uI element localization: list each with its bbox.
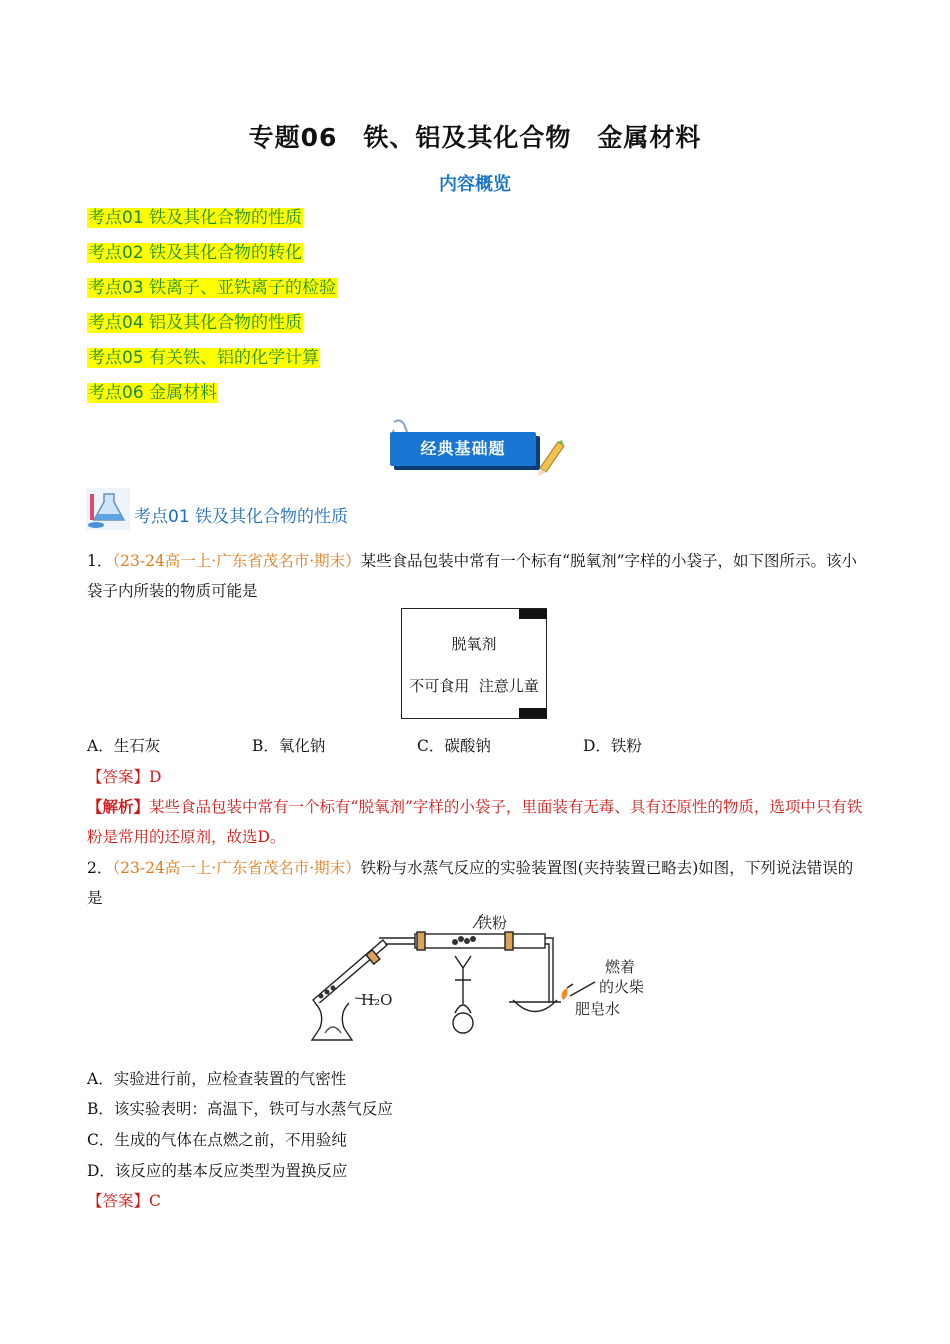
overview-heading: 内容概览 (439, 174, 511, 195)
toc-item[interactable]: 考点03 铁离子、亚铁离子的检验 (88, 278, 337, 298)
option-d[interactable]: D．铁粉 (583, 737, 642, 755)
toc-item[interactable]: 考点05 有关铁、铝的化学计算 (88, 348, 320, 368)
option-c[interactable]: C．生成的气体在点燃之前，不用验纯 (87, 1131, 347, 1149)
svg-text:肥皂水: 肥皂水 (575, 1000, 621, 1018)
svg-text:H₂O: H₂O (361, 991, 393, 1009)
question-2-answer: 【答案】C (87, 1192, 161, 1210)
section-label: 考点01 铁及其化合物的性质 (134, 507, 349, 527)
toc-item[interactable]: 考点06 金属材料 (88, 383, 218, 403)
question-1-stem: 1．（23-24高一上·广东省茂名市·期末）某些食品包装中常有一个标有“脱氧剂”字样的小袋子，如下图所示。该小袋子内所装的物质可能是 (87, 552, 858, 600)
deoxidizer-bag-figure: 脱氧剂 不可食用 注意儿童 (401, 608, 547, 719)
page-title: 专题06 铁、铝及其化合物 金属材料 (248, 123, 702, 152)
option-b[interactable]: B．氧化钠 (252, 737, 326, 755)
svg-text:燃着: 燃着 (605, 958, 636, 976)
flask-icon (86, 488, 130, 530)
banner-label: 经典基础题 (390, 432, 536, 466)
option-c[interactable]: C．碳酸钠 (417, 737, 491, 755)
section-banner (386, 418, 566, 480)
option-a[interactable]: A．实验进行前，应检查装置的气密性 (87, 1070, 347, 1088)
option-b[interactable]: B．该实验表明：高温下，铁可与水蒸气反应 (87, 1100, 393, 1118)
option-d[interactable]: D．该反应的基本反应类型为置换反应 (87, 1162, 348, 1180)
table-of-contents (87, 205, 337, 415)
question-2-stem: 2．（23-24高一上·广东省茂名市·期末）铁粉与水蒸气反应的实验装置图(夹持装置已略去)如图，下列说法错误的是 (87, 859, 854, 907)
toc-item[interactable]: 考点02 铁及其化合物的转化 (88, 243, 303, 263)
svg-text:铁粉: 铁粉 (477, 914, 508, 932)
toc-item[interactable]: 考点01 铁及其化合物的性质 (88, 208, 303, 228)
question-1-answer: 【答案】D (87, 768, 162, 786)
option-a[interactable]: A．生石灰 (87, 737, 161, 755)
question-1-analysis: 【解析】某些食品包装中常有一个标有“脱氧剂”字样的小袋子，里面装有无毒、具有还原性的物质，选项中只有铁粉是常用的还原剂，故选D。 (87, 797, 863, 846)
apparatus-diagram (305, 908, 665, 1058)
toc-item[interactable]: 考点04 铝及其化合物的性质 (88, 313, 303, 333)
pencil-icon (536, 438, 566, 478)
svg-text:的火柴: 的火柴 (599, 978, 645, 996)
